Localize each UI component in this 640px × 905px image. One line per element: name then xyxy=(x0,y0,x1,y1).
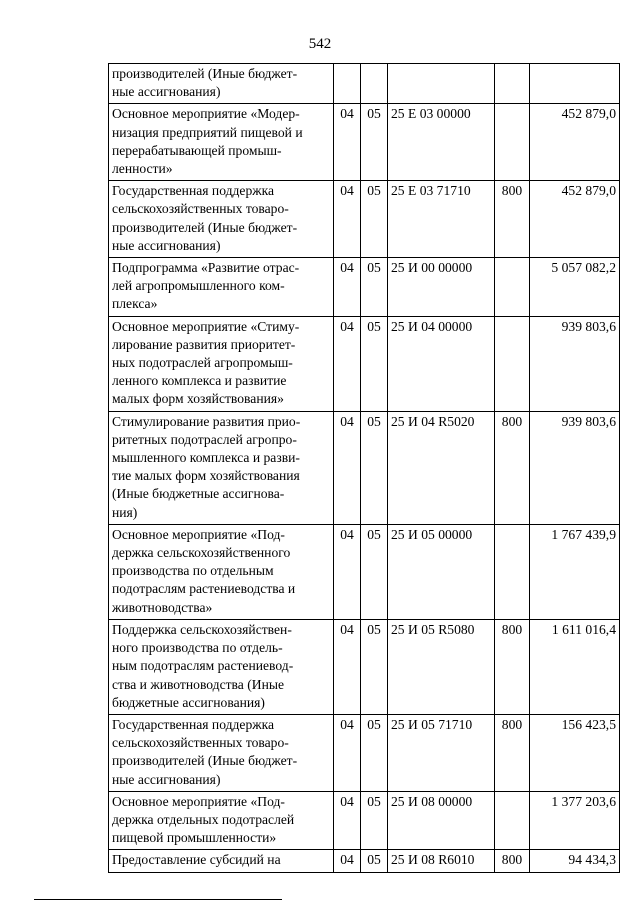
table-row xyxy=(109,316,620,411)
section-code: 05 xyxy=(361,181,388,258)
item-name-line: производителей (Иные бюджет- xyxy=(112,753,298,769)
ministry-code: 04 xyxy=(334,524,361,619)
expense-type: 800 xyxy=(495,850,530,872)
ministry-code: 04 xyxy=(334,104,361,181)
item-name-line: животноводства» xyxy=(112,599,213,615)
item-name xyxy=(109,258,334,317)
item-name-line: плекса» xyxy=(112,296,158,312)
section-code: 05 xyxy=(361,104,388,181)
ministry-code: 04 xyxy=(334,258,361,317)
item-name-line: производителей (Иные бюджет- xyxy=(112,66,298,81)
table-row xyxy=(109,104,620,181)
amount: 94 434,3 xyxy=(530,850,620,872)
amount: 5 057 082,2 xyxy=(530,258,620,317)
expense-type xyxy=(495,524,530,619)
item-name-line: ные ассигнования) xyxy=(112,84,221,100)
item-name-line: ного производства по отдель- xyxy=(112,640,283,656)
item-name-line: (Иные бюджетные ассигнова- xyxy=(112,486,285,502)
section-code: 05 xyxy=(361,714,388,791)
item-name-line: производства по отдельным xyxy=(112,563,274,579)
target-article: 25 И 05 R5080 xyxy=(388,619,495,714)
section-code: 05 xyxy=(361,791,388,850)
item-name-line: Предоставление субсидий на xyxy=(112,852,281,868)
item-name xyxy=(109,791,334,850)
table-row xyxy=(109,524,620,619)
item-name-line: ленного комплекса и развитие xyxy=(112,373,287,389)
target-article: 25 Е 03 71710 xyxy=(388,181,495,258)
section-code: 05 xyxy=(361,316,388,411)
item-name xyxy=(109,714,334,791)
item-name-line: лей агропромышленного ком- xyxy=(112,278,285,294)
item-name-line: Подпрограмма «Развитие отрас- xyxy=(112,260,300,276)
item-name-line: бюджетные ассигнования) xyxy=(112,694,265,710)
table-row xyxy=(109,791,620,850)
expense-type: 800 xyxy=(495,714,530,791)
table-row xyxy=(109,411,620,524)
ministry-code: 04 xyxy=(334,850,361,872)
item-name-line: Основное мероприятие «Под- xyxy=(112,793,285,809)
amount: 156 423,5 xyxy=(530,714,620,791)
ministry-code: 04 xyxy=(334,791,361,850)
item-name-line: ные ассигнования) xyxy=(112,771,221,787)
item-name-line: мышленного комплекса и разви- xyxy=(112,450,300,466)
amount: 939 803,6 xyxy=(530,411,620,524)
table-row xyxy=(109,850,620,872)
item-name xyxy=(109,524,334,619)
item-name-line: ритетных подотраслей агропро- xyxy=(112,431,297,447)
expense-type: 800 xyxy=(495,411,530,524)
section-code: 05 xyxy=(361,619,388,714)
target-article: 25 Е 03 00000 xyxy=(388,104,495,181)
item-name-line: тие малых форм хозяйствования xyxy=(112,468,300,484)
item-name xyxy=(109,181,334,258)
item-name-line: малых форм хозяйствования» xyxy=(112,391,284,407)
item-name xyxy=(109,619,334,714)
item-name-line: ные ассигнования) xyxy=(112,237,221,253)
item-name-line: ным подотраслям растениевод- xyxy=(112,658,294,674)
item-name-line: ленности» xyxy=(112,161,173,177)
item-name-line: подотраслям растениеводства и xyxy=(112,581,296,597)
item-name xyxy=(109,104,334,181)
item-name-line: держка сельскохозяйственного xyxy=(112,545,291,561)
target-article: 25 И 04 R5020 xyxy=(388,411,495,524)
amount: 1 767 439,9 xyxy=(530,524,620,619)
expense-type xyxy=(495,316,530,411)
table-row xyxy=(109,619,620,714)
table-row xyxy=(109,714,620,791)
expense-type xyxy=(495,64,530,104)
expense-type: 800 xyxy=(495,181,530,258)
amount: 1 377 203,6 xyxy=(530,791,620,850)
expense-type xyxy=(495,258,530,317)
item-name-line: Государственная поддержка xyxy=(112,183,275,199)
target-article: 25 И 05 00000 xyxy=(388,524,495,619)
ministry-code: 04 xyxy=(334,411,361,524)
section-code: 05 xyxy=(361,524,388,619)
expense-type: 800 xyxy=(495,619,530,714)
item-name-line: Основное мероприятие «Под- xyxy=(112,526,285,542)
ministry-code: 04 xyxy=(334,714,361,791)
item-name-line: производителей (Иные бюджет- xyxy=(112,219,298,235)
ministry-code: 04 xyxy=(334,619,361,714)
item-name-line: Государственная поддержка xyxy=(112,716,275,732)
target-article: 25 И 05 71710 xyxy=(388,714,495,791)
amount xyxy=(530,64,620,104)
table-row xyxy=(109,181,620,258)
amount: 939 803,6 xyxy=(530,316,620,411)
table-row xyxy=(109,64,620,104)
target-article: 25 И 00 00000 xyxy=(388,258,495,317)
item-name-line: держка отдельных подотраслей xyxy=(112,811,295,827)
table-row xyxy=(109,258,620,317)
target-article: 25 И 08 R6010 xyxy=(388,850,495,872)
budget-table-body xyxy=(109,64,620,873)
expense-type xyxy=(495,104,530,181)
expense-type xyxy=(495,791,530,850)
section-code: 05 xyxy=(361,411,388,524)
item-name-line: низация предприятий пищевой и xyxy=(112,124,303,140)
footer-rule xyxy=(34,899,282,900)
ministry-code: 04 xyxy=(334,181,361,258)
ministry-code: 04 xyxy=(334,316,361,411)
item-name-line: лирование развития приоритет- xyxy=(112,336,296,352)
item-name-line: Основное мероприятие «Стиму- xyxy=(112,318,300,334)
item-name-line: ных подотраслей агропромыш- xyxy=(112,355,293,371)
item-name-line: пищевой промышленности» xyxy=(112,830,277,846)
item-name-line: сельскохозяйственных товаро- xyxy=(112,201,289,217)
item-name-line: Поддержка сельскохозяйствен- xyxy=(112,621,292,637)
amount: 452 879,0 xyxy=(530,181,620,258)
target-article xyxy=(388,64,495,104)
item-name-line: перерабатывающей промыш- xyxy=(112,142,282,158)
section-code: 05 xyxy=(361,850,388,872)
item-name-line: сельскохозяйственных товаро- xyxy=(112,735,289,751)
item-name xyxy=(109,850,334,872)
item-name-line: ства и животноводства (Иные xyxy=(112,676,285,692)
section-code: 05 xyxy=(361,258,388,317)
target-article: 25 И 04 00000 xyxy=(388,316,495,411)
budget-table xyxy=(108,63,620,873)
page-number: 542 xyxy=(308,36,332,52)
amount: 452 879,0 xyxy=(530,104,620,181)
item-name xyxy=(109,316,334,411)
item-name-line: ния) xyxy=(112,504,138,520)
item-name xyxy=(109,411,334,524)
target-article: 25 И 08 00000 xyxy=(388,791,495,850)
item-name xyxy=(109,64,334,104)
item-name-line: Основное мероприятие «Модер- xyxy=(112,106,300,122)
amount: 1 611 016,4 xyxy=(530,619,620,714)
section-code xyxy=(361,64,388,104)
ministry-code xyxy=(334,64,361,104)
item-name-line: Стимулирование развития прио- xyxy=(112,413,301,429)
